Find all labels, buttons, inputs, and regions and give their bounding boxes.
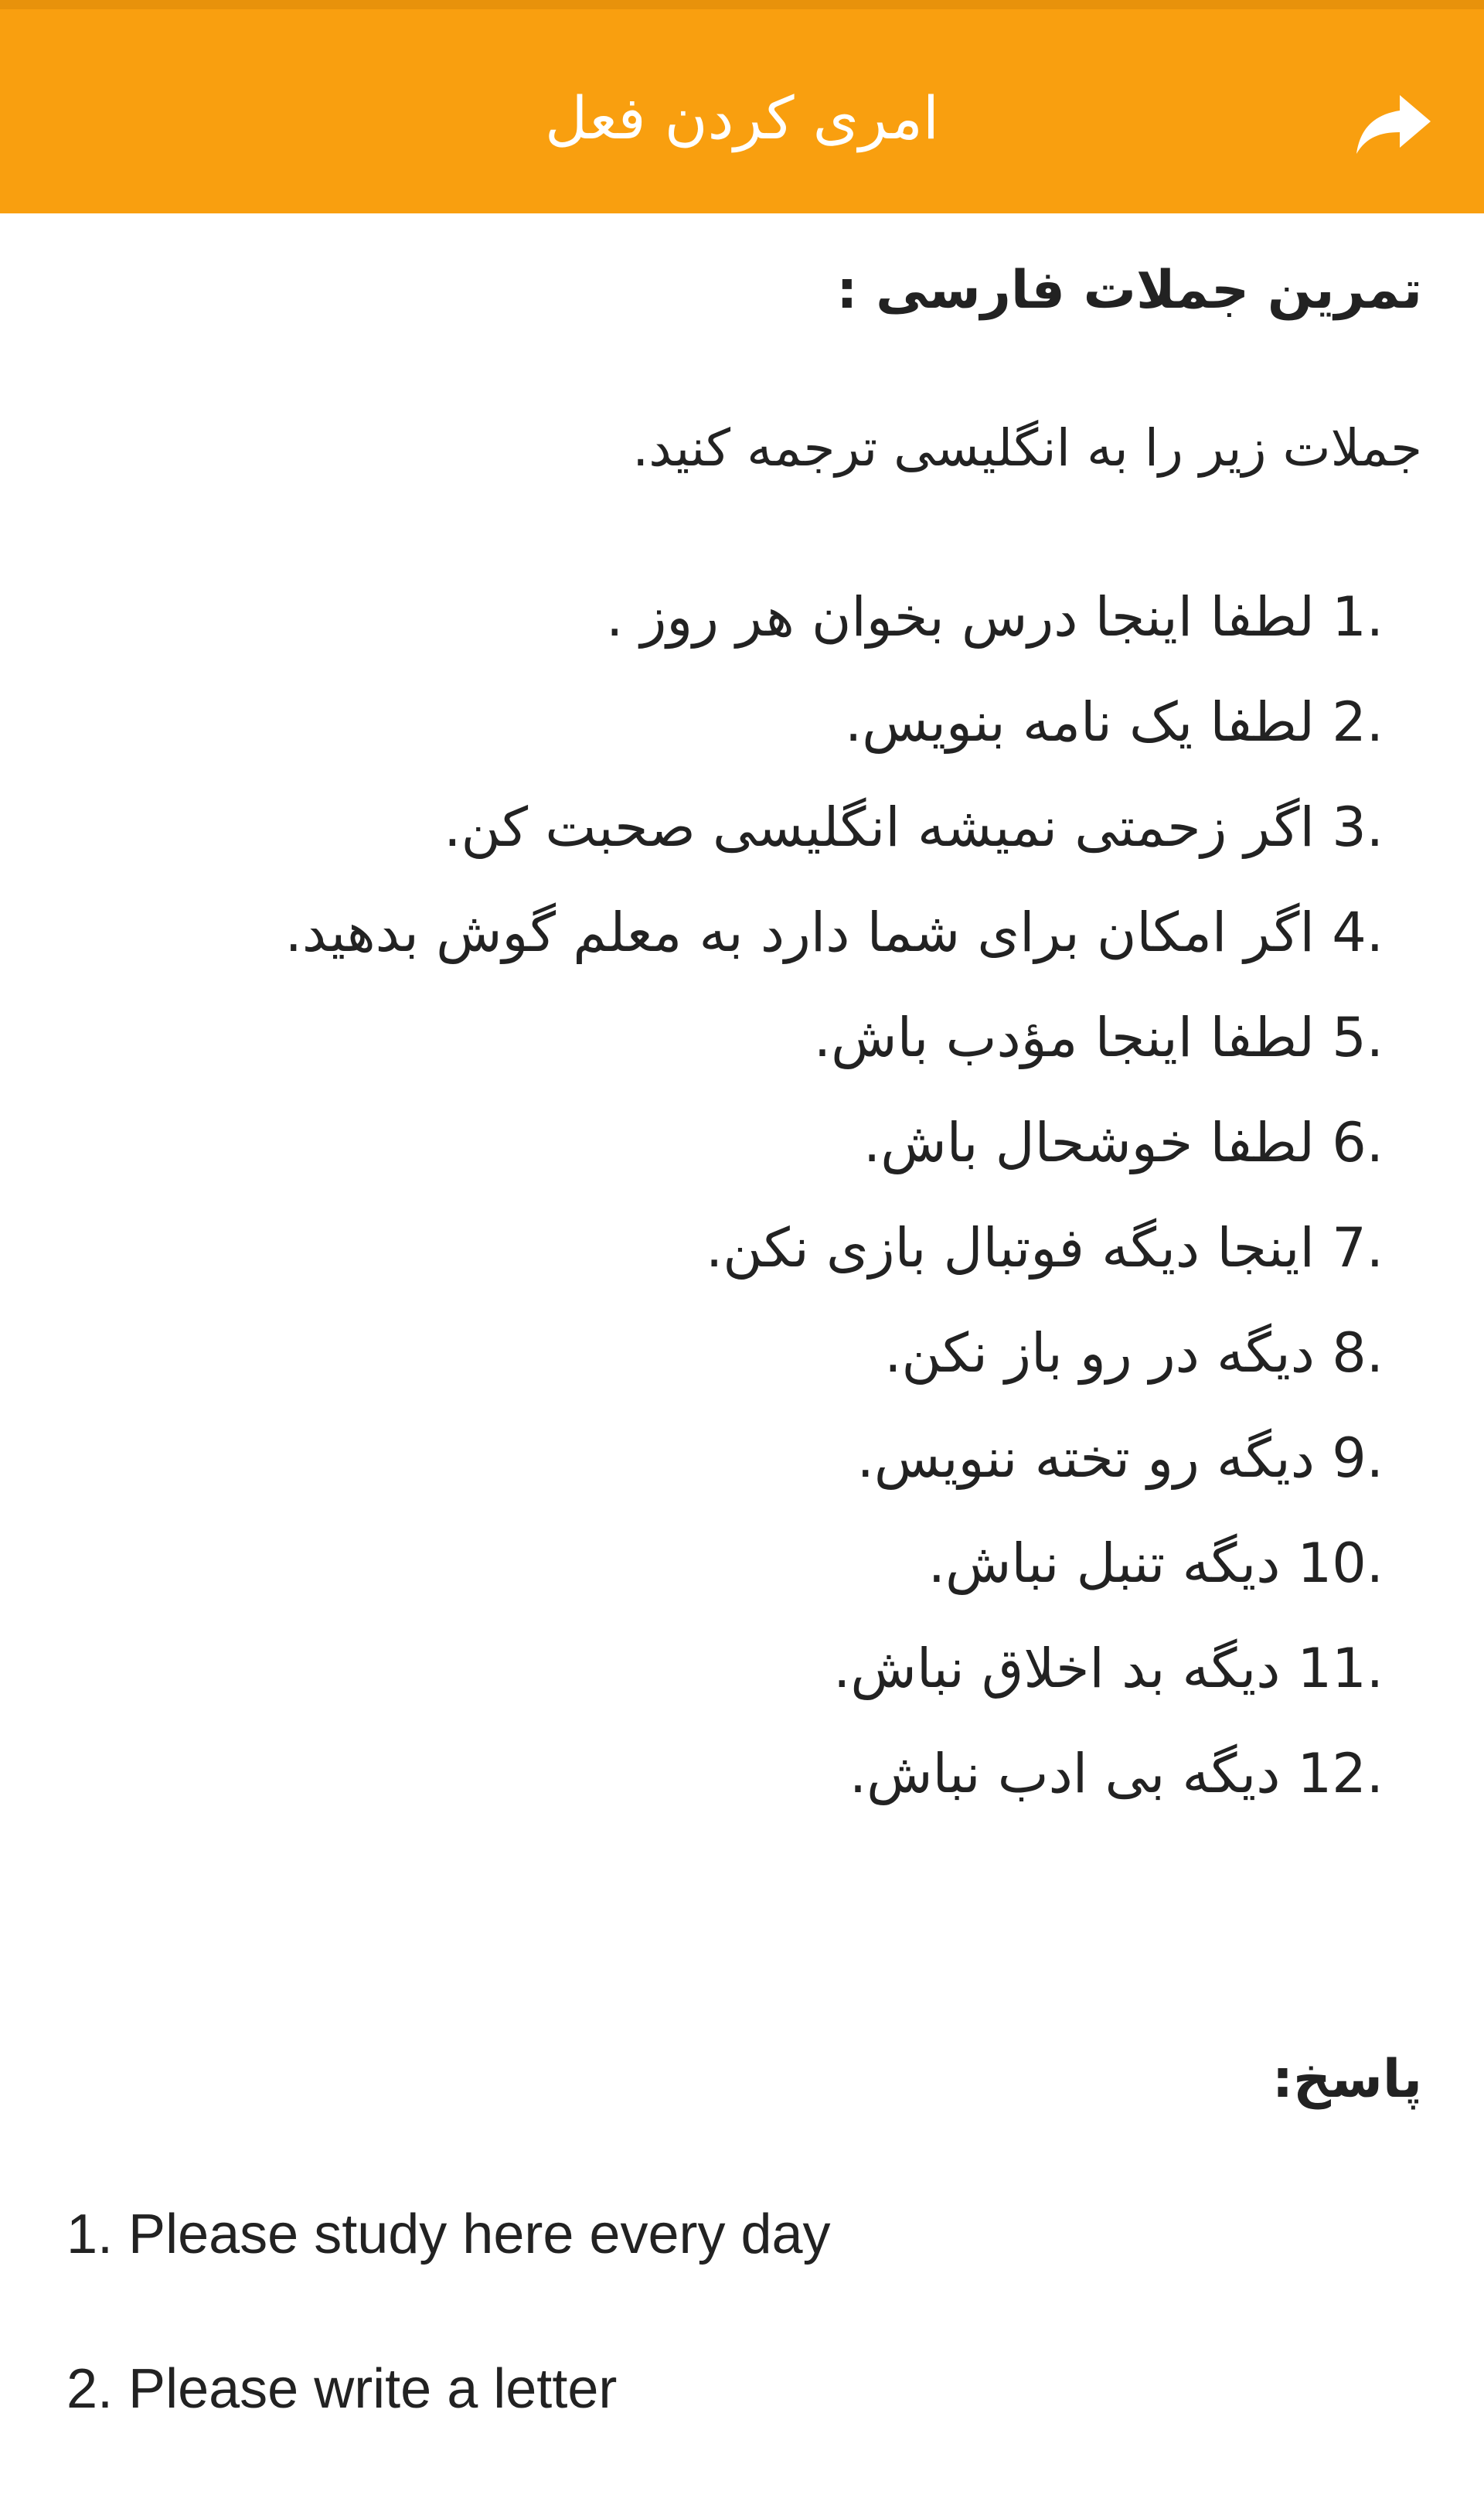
list-item-number: 7. (1332, 1216, 1384, 1280)
exercise-heading: تمرین جملات فارسی : (836, 260, 1422, 321)
share-button[interactable] (1351, 84, 1436, 169)
list-item-number: 8. (1332, 1321, 1384, 1385)
list-item-number: 10. (1297, 1532, 1384, 1595)
list-item-text: دیگه در رو باز نکن. (884, 1321, 1315, 1385)
answer-item: 2. Please write a letter (66, 2358, 618, 2420)
list-item (285, 985, 1384, 1090)
list-item-number: 3. (1332, 796, 1384, 859)
answer-item: 1. Please study here every day (66, 2203, 831, 2265)
list-item-text: اگر زحمتی نمیشه انگلیسی صحبت کن. (444, 796, 1315, 859)
list-item-text: لطفا یک نامه بنویس. (844, 690, 1315, 754)
answers-heading: پاسخ: (1271, 2049, 1422, 2110)
list-item-text: دیگه رو تخته ننویس. (856, 1426, 1315, 1490)
list-item-text: دیگه بد اخلاق نباش. (833, 1637, 1281, 1700)
list-item-text: دیگه بی ادب نباش. (849, 1742, 1281, 1805)
list-item-number: 2. (1332, 690, 1384, 754)
list-item-number: 4. (1332, 901, 1384, 964)
share-arrow-icon (1356, 95, 1431, 157)
list-item-text: لطفا اینجا درس بخوان هر روز . (606, 585, 1315, 649)
list-item-number: 5. (1332, 1006, 1384, 1069)
list-item (285, 670, 1384, 775)
list-item-text: دیگه تنبل نباش. (928, 1532, 1281, 1595)
answers-list (66, 2196, 1380, 2505)
list-item (285, 1616, 1384, 1721)
app-bar (0, 0, 1484, 213)
list-item (285, 1090, 1384, 1195)
list-item (285, 1300, 1384, 1406)
list-item-text: اگر امکان برای شما دارد به معلم گوش بدهید. (284, 901, 1315, 964)
exercise-instruction: جملات زیر را به انگلیسی ترجمه کنید. (632, 418, 1422, 478)
list-item-number: 1. (1332, 585, 1384, 649)
list-item (285, 880, 1384, 985)
list-item (285, 1721, 1384, 1826)
list-item (285, 564, 1384, 670)
list-item (285, 1511, 1384, 1616)
list-item-number: 11. (1297, 1637, 1384, 1700)
list-item-text: لطفا خوشحال باش. (863, 1111, 1315, 1174)
list-item-text: اینجا دیگه فوتبال بازی نکن. (706, 1216, 1315, 1280)
list-item (285, 775, 1384, 880)
list-item-number: 12. (1297, 1742, 1384, 1805)
exercise-list (285, 564, 1384, 1826)
list-item-number: 9. (1332, 1426, 1384, 1490)
list-item-number: 6. (1332, 1111, 1384, 1174)
list-item (285, 1195, 1384, 1300)
list-item-text: لطفا اینجا مؤدب باش. (813, 1006, 1315, 1069)
list-item (285, 1406, 1384, 1511)
page-title: امری کردن فعل (545, 84, 939, 152)
